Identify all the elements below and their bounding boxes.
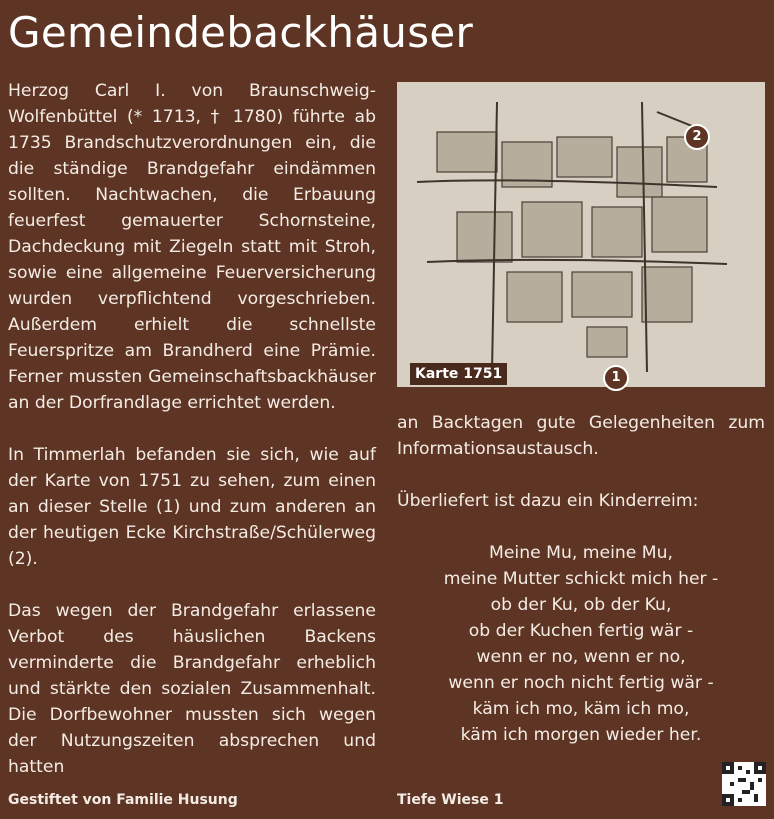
- continuation-paragraph: an Backtagen gute Gelegenheiten zum Informationsaustausch.: [397, 413, 765, 459]
- children-rhyme: [397, 540, 765, 748]
- location-marker-2: 2: [684, 124, 710, 150]
- right-text-column: [397, 410, 765, 748]
- intro-paragraph: Herzog Carl I. von Braunschweig-Wolfenbüttel (* 1713, † 1780) führte ab 1735 Brandschutzverordnungen ein, die die ständige Brandgefahr eindämmen sollten. Nachtwachen, die Erbauung feuerfest gemauerter Schornsteine, Dachdeckung mit Ziegeln statt mit Stroh, sowie eine allgemeine Feuerversicherung wurden verpflichtend vorgeschrieben. Außerdem erhielt die schnellste Feuerspritze am Brandherd eine Prämie. Ferner mussten Gemeinschaftsbackhäuser an der Dorfrandlage errichtet werden.: [8, 81, 376, 413]
- historic-map-image: [397, 82, 765, 387]
- map-drawing: [397, 82, 765, 387]
- page-title: Gemeindebackhäuser: [8, 8, 474, 57]
- social-paragraph: Das wegen der Brandgefahr erlassene Verbot des häuslichen Backens verminderte die Brandgefahr erheblich und stärkte den sozialen Zusammenhalt. Die Dorfbewohner mussten sich wegen der Nutzungszeiten absprechen und hatten: [8, 601, 376, 777]
- location-marker-1: 1: [603, 365, 629, 391]
- qr-code-pattern: [722, 762, 766, 806]
- rhyme-line: wenn er noch nicht fertig wär -: [448, 673, 714, 693]
- left-text-column: [8, 78, 376, 806]
- qr-code-icon[interactable]: [722, 762, 766, 806]
- rhyme-line: ob der Ku, ob der Ku,: [490, 595, 672, 615]
- rhyme-line: käm ich mo, käm ich mo,: [472, 699, 690, 719]
- map-caption: Karte 1751: [410, 363, 507, 385]
- rhyme-intro: Überliefert ist dazu ein Kinderreim:: [397, 491, 699, 511]
- location-address: Tiefe Wiese 1: [397, 792, 504, 808]
- sponsor-credit: Gestiftet von Familie Husung: [8, 792, 238, 808]
- rhyme-line: meine Mutter schickt mich her -: [443, 569, 719, 589]
- rhyme-line: käm ich morgen wieder her.: [460, 725, 702, 745]
- rhyme-line: ob der Kuchen fertig wär -: [468, 621, 694, 641]
- rhyme-line: Meine Mu, meine Mu,: [489, 543, 673, 563]
- rhyme-line: wenn er no, wenn er no,: [476, 647, 686, 667]
- location-paragraph: In Timmerlah befanden sie sich, wie auf der Karte von 1751 zu sehen, zum einen an dieser Stelle (1) und zum anderen an der heutigen Ecke Kirchstraße/Schülerweg (2).: [8, 445, 376, 569]
